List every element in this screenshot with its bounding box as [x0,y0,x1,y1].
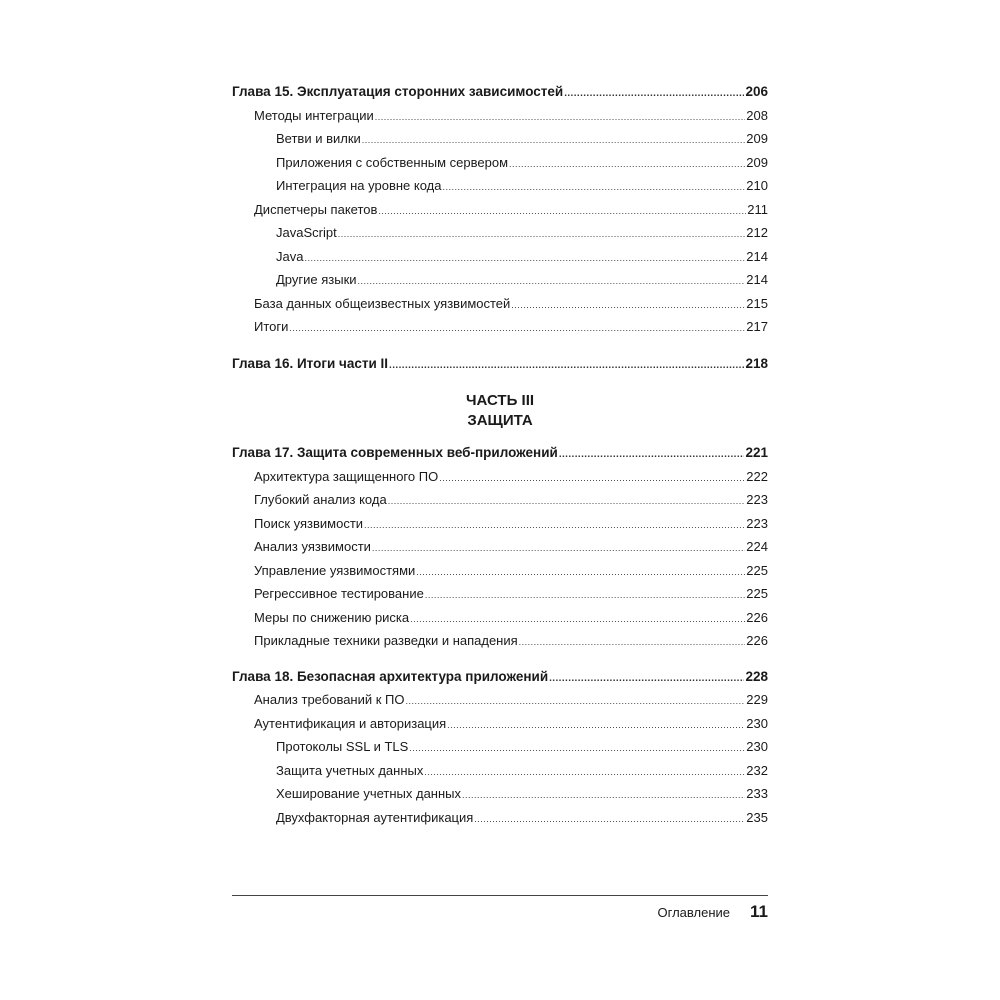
footer-divider [232,895,768,896]
toc-entry [232,712,768,736]
entry-title: Прикладные техники разведки и нападения [254,633,518,648]
dot-leader [564,82,744,106]
dot-leader [372,537,745,561]
chapter-page: 228 [745,668,768,684]
entry-page: 210 [746,178,768,193]
dot-leader [424,761,745,785]
toc-entry [232,535,768,559]
entry-page: 226 [746,609,768,625]
toc-entry [232,629,768,653]
dot-leader [358,270,746,294]
entry-title: Анализ требований к ПО [254,692,405,707]
entry-page: 209 [746,154,768,170]
toc-subentry [232,174,768,198]
entry-page: 230 [746,715,768,731]
dot-leader [447,714,745,738]
part-title: ЗАЩИТА [467,412,533,429]
entry-page: 226 [746,633,768,648]
chapter-title: Глава 15. Эксплуатация сторонних зависимостей [232,84,564,99]
entry-title: Защита учетных данных [276,762,424,778]
entry-title: База данных общеизвестных уязвимостей [254,295,511,311]
entry-title: Поиск уязвимости [254,515,364,531]
chapter-page: 218 [745,355,768,371]
entry-page: 215 [746,295,768,311]
entry-page: 214 [746,248,768,264]
entry-page: 229 [746,692,768,707]
entry-title: Аутентификация и авторизация [254,715,447,731]
toc-chapter-15 [232,80,768,104]
dot-leader [289,317,745,341]
entry-page: 212 [746,225,768,240]
entry-page: 209 [746,131,768,146]
entry-title: Управление уязвимостями [254,562,416,578]
entry-page: 223 [746,492,768,507]
dot-leader [442,176,745,200]
part-heading [232,391,768,431]
entry-page: 211 [747,201,768,217]
toc-entry [232,465,768,489]
toc-subentry [232,759,768,783]
dot-leader [511,294,745,318]
entry-title: Хеширование учетных данных [276,786,462,801]
entry-page: 233 [746,786,768,801]
entry-page: 214 [746,272,768,287]
toc-chapter-17 [232,441,768,465]
dot-leader [416,561,745,585]
entry-page: 224 [746,539,768,554]
entry-title: Ветви и вилки [276,131,361,146]
entry-title: Двухфакторная аутентификация [276,809,474,825]
dot-leader [375,106,746,130]
entry-page: 208 [746,107,768,123]
dot-leader [364,514,745,538]
dot-leader [409,737,745,761]
toc-subentry [232,221,768,245]
toc-chapter-18 [232,665,768,689]
toc-subentry [232,782,768,806]
page-number: 11 [750,902,768,921]
entry-title: Анализ уязвимости [254,539,371,554]
dot-leader [304,247,745,271]
chapter-title: Глава 18. Безопасная архитектура приложений [232,668,549,684]
entry-page: 232 [746,762,768,778]
dot-leader [362,129,746,153]
toc-entry [232,582,768,606]
toc-entry [232,315,768,339]
dot-leader [549,667,744,691]
entry-title: Архитектура защищенного ПО [254,468,439,484]
entry-title: Диспетчеры пакетов [254,201,378,217]
toc-subentry [232,245,768,269]
entry-page: 225 [746,562,768,578]
dot-leader [474,808,745,832]
dot-leader [410,608,745,632]
dot-leader [378,200,746,224]
toc-entry [232,104,768,128]
dot-leader [519,631,746,655]
toc-entry [232,512,768,536]
part-number: ЧАСТЬ III [465,392,535,409]
chapter-title: Глава 16. Итоги части II [232,355,389,371]
entry-page: 222 [746,468,768,484]
entry-title: Методы интеграции [254,107,374,123]
page-footer [232,901,768,924]
toc-subentry [232,151,768,175]
dot-leader [462,784,745,808]
toc-subentry [232,806,768,830]
dot-leader [406,690,746,714]
entry-title: Глубокий анализ кода [254,492,387,507]
entry-page: 217 [746,319,768,334]
entry-page: 225 [746,586,768,601]
table-of-contents [232,80,768,829]
toc-subentry [232,127,768,151]
entry-page: 223 [746,515,768,531]
entry-page: 230 [746,739,768,754]
entry-title: Интеграция на уровне кода [276,178,442,193]
toc-entry [232,292,768,316]
toc-entry [232,488,768,512]
dot-leader [425,584,745,608]
entry-title: Регрессивное тестирование [254,586,424,601]
toc-entry [232,688,768,712]
entry-title: Меры по снижению риска [254,609,410,625]
dot-leader [388,490,746,514]
dot-leader [559,443,745,467]
dot-leader [389,354,744,378]
chapter-page: 221 [745,445,768,460]
entry-title: Приложения с собственным сервером [276,154,509,170]
entry-title: Итоги [254,319,289,334]
toc-entry [232,559,768,583]
entry-title: JavaScript [276,225,337,240]
dot-leader [509,153,745,177]
chapter-title: Глава 17. Защита современных веб-приложений [232,445,558,460]
entry-title: Протоколы SSL и TLS [276,739,409,754]
toc-entry [232,198,768,222]
chapter-page: 206 [745,84,768,99]
running-footer-title: Оглавление [657,905,731,920]
dot-leader [439,467,745,491]
toc-subentry [232,268,768,292]
entry-title: Java [276,248,304,264]
toc-chapter-16 [232,352,768,376]
dot-leader [338,223,746,247]
entry-title: Другие языки [276,272,357,287]
toc-subentry [232,735,768,759]
toc-entry [232,606,768,630]
entry-page: 235 [746,809,768,825]
